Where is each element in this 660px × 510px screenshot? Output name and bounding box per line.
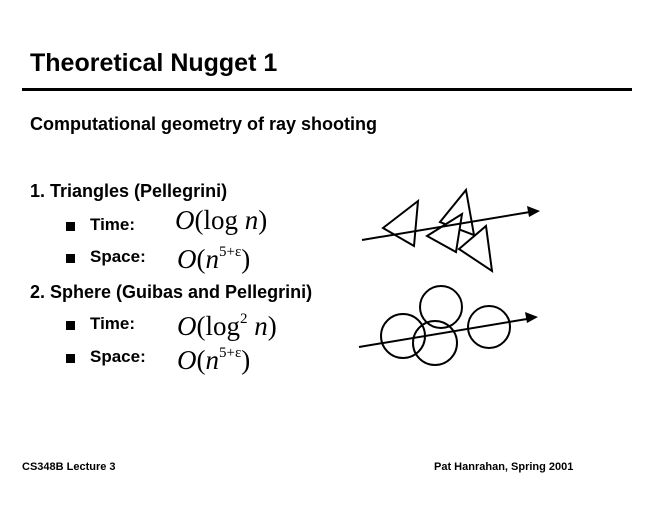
bullet-label-time: Time: [90, 314, 136, 333]
spheres-ray-figure [359, 286, 538, 365]
slide-subtitle: Computational geometry of ray shooting [30, 114, 378, 134]
slide-title: Theoretical Nugget 1 [30, 49, 278, 77]
arrowhead-icon [525, 312, 538, 323]
math-spheres-time: $O(\log^2$ n) [177, 311, 277, 341]
math-triangles-space: $O(n^{5+\varepsilon})$ [177, 244, 251, 274]
triangle-shape [459, 226, 492, 271]
triangle-shape [383, 201, 418, 246]
arrowhead-icon [527, 206, 540, 217]
math-triangles-time: O(log n) [175, 205, 268, 235]
bullet-label-space: Space: [90, 347, 146, 366]
footer-course: CS348B Lecture 3 [22, 461, 116, 473]
bullet-label-space: Space: [90, 247, 146, 266]
bullet-label-time: Time: [90, 215, 136, 234]
footer-author: Pat Hanrahan, Spring 2001 [434, 461, 574, 473]
math-spheres-space: $O(n^{5+\varepsilon})$ [177, 345, 251, 375]
section-heading-triangles: 1. Triangles (Pellegrini) [30, 181, 228, 201]
section-heading-spheres: 2. Sphere (Guibas and Pellegrini) [30, 282, 313, 302]
sphere-circle [381, 314, 425, 358]
triangles-ray-figure [362, 190, 540, 271]
